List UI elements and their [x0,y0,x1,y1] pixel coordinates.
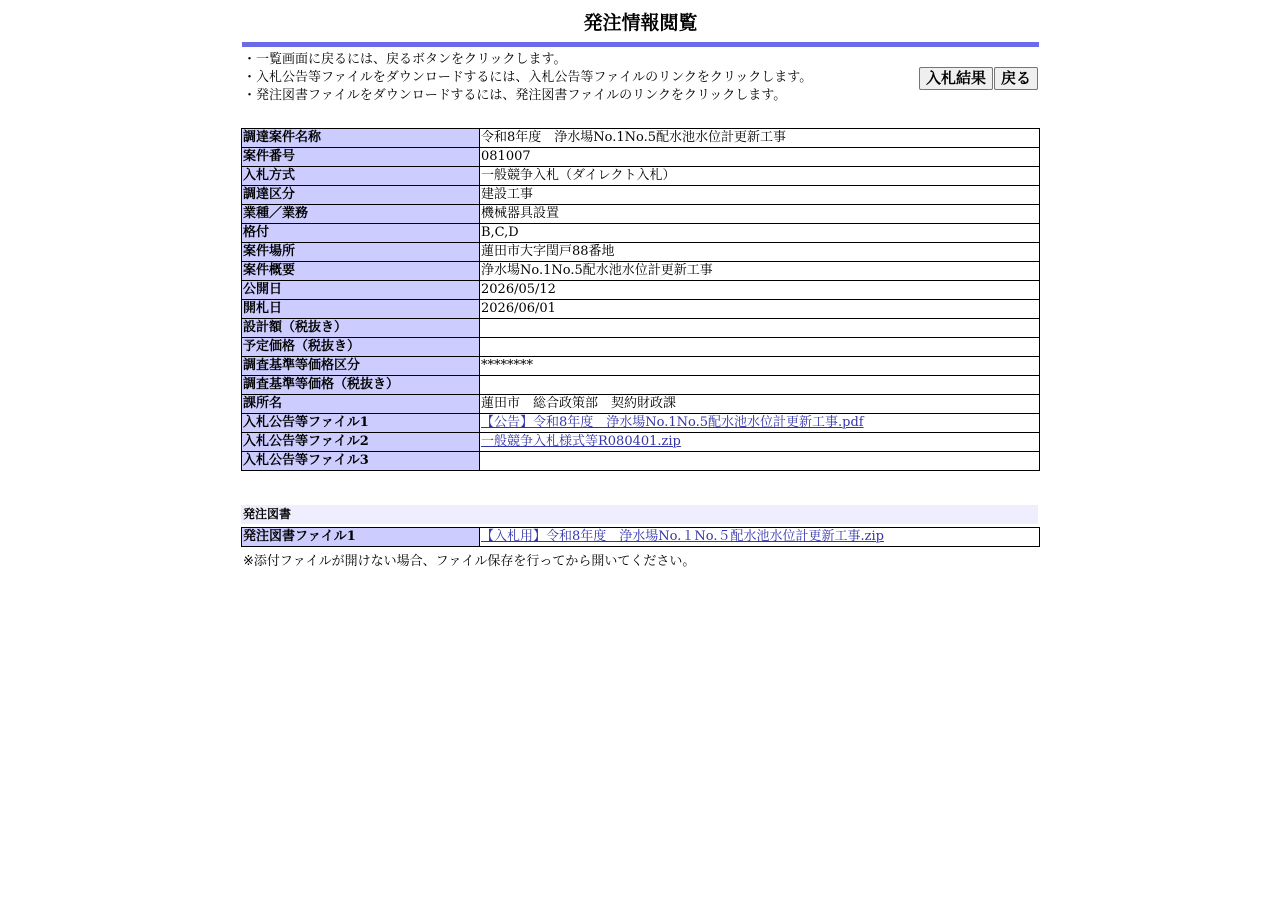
row-value: 建設工事 [480,186,1040,205]
table-row [242,414,1040,433]
file-row-value [480,528,1040,547]
table-row [242,186,1040,205]
row-label: 格付 [242,224,480,243]
row-label: 調査基準等価格区分 [242,357,480,376]
instruction-area [241,47,1040,119]
drawings-section-title: 発注図書 [241,505,1038,524]
row-value: B,C,D [480,224,1040,243]
bid-result-button[interactable]: 入札結果 [919,67,993,90]
instruction-line: ・発注図書ファイルをダウンロードするには、発注図書ファイルのリンクをクリックします。 [243,88,787,103]
row-value: 蓮田市大字閏戸88番地 [480,243,1040,262]
row-value [480,338,1040,357]
file-row-label: 入札公告等ファイル1 [242,414,480,433]
row-value: 機械器具設置 [480,205,1040,224]
instruction-line: ・一覧画面に戻るには、戻るボタンをクリックします。 [243,52,567,67]
row-label: 案件番号 [242,148,480,167]
table-row [242,319,1040,338]
page-title: 発注情報閲覧 [583,12,698,34]
row-value: 令和8年度 浄水場No.1No.5配水池水位計更新工事 [480,129,1040,148]
row-label: 開札日 [242,300,480,319]
table-row [242,357,1040,376]
row-label: 予定価格（税抜き） [242,338,480,357]
row-label: 調査基準等価格（税抜き） [242,376,480,395]
notice-file-link-2[interactable]: 一般競争入札様式等R080401.zip [481,434,681,449]
row-value: 2026/06/01 [480,300,1040,319]
table-row [242,433,1040,452]
row-label: 業種／業務 [242,205,480,224]
table-row [242,395,1040,414]
table-row [242,376,1040,395]
action-buttons [918,67,1038,90]
row-value [480,319,1040,338]
row-label: 調達案件名称 [242,129,480,148]
table-row [242,243,1040,262]
row-value: 一般競争入札（ダイレクト入札） [480,167,1040,186]
row-value: ******** [480,357,1040,376]
row-label: 案件概要 [242,262,480,281]
row-label: 公開日 [242,281,480,300]
file-row-value [480,433,1040,452]
row-label: 案件場所 [242,243,480,262]
file-row-label: 発注図書ファイル1 [242,528,480,547]
page-container [241,0,1040,569]
row-label: 課所名 [242,395,480,414]
table-row [242,528,1040,547]
row-value: 浄水場No.1No.5配水池水位計更新工事 [480,262,1040,281]
table-row [242,205,1040,224]
drawing-file-link-1[interactable]: 【入札用】令和8年度 浄水場No.１No.５配水池水位計更新工事.zip [481,529,884,544]
row-value: 2026/05/12 [480,281,1040,300]
drawings-table [241,527,1040,547]
row-label: 入札方式 [242,167,480,186]
row-value: 081007 [480,148,1040,167]
table-row [242,300,1040,319]
table-row [242,452,1040,471]
row-label: 設計額（税抜き） [242,319,480,338]
file-row-value [480,452,1040,471]
table-row [242,167,1040,186]
attachment-note: ※添付ファイルが開けない場合、ファイル保存を行ってから開いてください。 [243,554,696,569]
table-row [242,262,1040,281]
table-row [242,224,1040,243]
table-row [242,281,1040,300]
table-row [242,129,1040,148]
row-label: 調達区分 [242,186,480,205]
row-value [480,376,1040,395]
back-button[interactable]: 戻る [994,67,1038,90]
row-value: 蓮田市 総合政策部 契約財政課 [480,395,1040,414]
file-row-value [480,414,1040,433]
file-row-label: 入札公告等ファイル3 [242,452,480,471]
table-row [242,148,1040,167]
procurement-info-table [241,128,1040,471]
file-row-label: 入札公告等ファイル2 [242,433,480,452]
table-row [242,338,1040,357]
instruction-line: ・入札公告等ファイルをダウンロードするには、入札公告等ファイルのリンクをクリックします。 [243,70,813,85]
instruction-list [243,51,812,105]
notice-file-link-1[interactable]: 【公告】令和8年度 浄水場No.1No.5配水池水位計更新工事.pdf [481,415,864,430]
